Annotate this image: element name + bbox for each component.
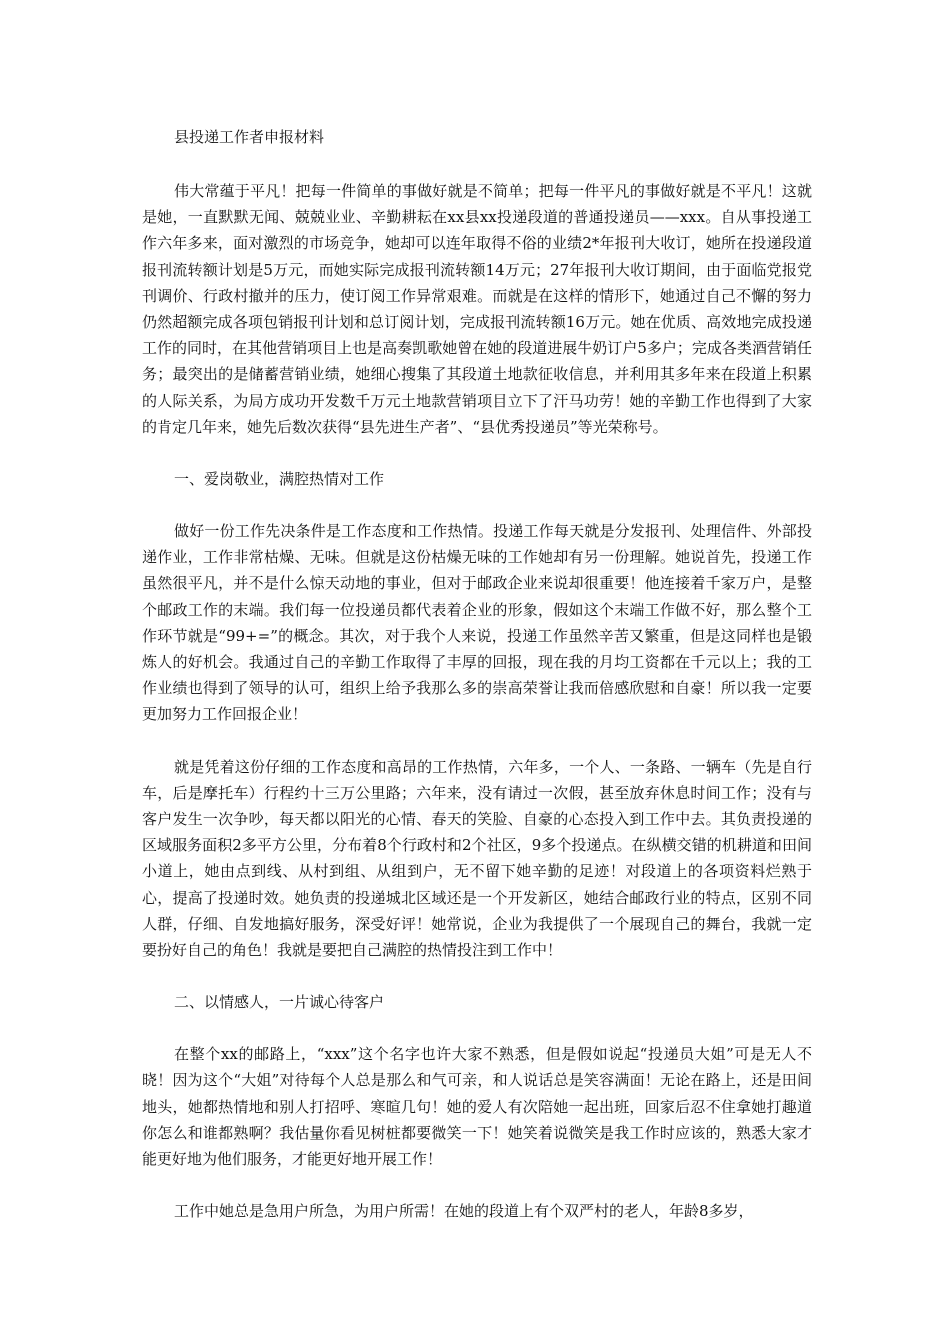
section-1-paragraph-2: 就是凭着这份仔细的工作态度和高昂的工作热情，六年多，一个人、一条路、一辆车（先是自行车，后是摩托车）行程约十三万公里路；六年来，没有请过一次假，甚至放弃休息时间工作；没有与客户发生一次争吵，每天都以阳光的心情、春天的笑脸、自豪的心态投入到工作中去。其负责投递的区域服务面积2多平方公里，分布着8个行政村和2个社区，9多个投递点。在纵横交错的机耕道和田间小道上，她由点到线、从村到组、从组到户，无不留下她辛勤的足迹！对段道上的各项资料烂熟于心，提高了投递时效。她负责的投递城北区域还是一个开发新区，她结合邮政行业的特点，区别不同人群，仔细、自发地搞好服务，深受好评！她常说，企业为我提供了一个展现自己的舞台，我就一定要扮好自己的角色！我就是要把自己满腔的热情投注到工作中！ — [142, 757, 812, 960]
section-heading-2: 二、以情感人，一片诚心待客户 — [174, 993, 385, 1012]
document-body — [142, 122, 812, 1251]
intro-paragraph: 伟大常蕴于平凡！把每一件简单的事做好就是不简单；把每一件平凡的事做好就是不平凡！这就是她，一直默默无闻、兢兢业业、辛勤耕耘在xx县xx投递段道的普通投递员——xxx。自从事投递工作六年多来，面对激烈的市场竞争，她却可以连年取得不俗的业绩2*年报刊大收订，她所在投递段道报刊流转额计划是5万元，而她实际完成报刊流转额14万元；27年报刊大收订期间，由于面临党报党刊调价、行政村撤并的压力，使订阅工作异常艰难。而就是在这样的情形下，她通过自己不懈的努力仍然超额完成各项包销报刊计划和总订阅计划，完成报刊流转额16万元。她在优质、高效地完成投递工作的同时，在其他营销项目上也是高奏凯歌她曾在她的段道进展牛奶订户5多户；完成各类酒营销任务；最突出的是储蓄营销业绩，她细心搜集了其段道土地款征收信息，并利用其多年来在段道上积累的人际关系，为局方成功开发数千万元土地款营销项目立下了汗马功劳！她的辛勤工作也得到了大家的肯定几年来，她先后数次获得“县先进生产者”、“县优秀投递员”等光荣称号。 — [142, 182, 812, 436]
section-heading-1: 一、爱岗敬业，满腔热情对工作 — [174, 470, 385, 489]
section-2-paragraph-2: 工作中她总是急用户所急，为用户所需！在她的段道上有个双严村的老人，年龄8多岁， — [174, 1202, 754, 1221]
document-title: 县投递工作者申报材料 — [174, 128, 325, 146]
section-1-paragraph-1: 做好一份工作先决条件是工作态度和工作热情。投递工作每天就是分发报刊、处理信件、外部投递作业，工作非常枯燥、无味。但就是这份枯燥无味的工作她却有另一份理解。她说首先，投递工作虽然很平凡，并不是什么惊天动地的事业，但对于邮政企业来说却很重要！他连接着千家万户，是整个邮政工作的末端。我们每一位投递员都代表着企业的形象，假如这个末端工作做不好，那么整个工作环节就是“99+=”的概念。其次，对于我个人来说，投递工作虽然辛苦又繁重，但是这同样也是锻炼人的好机会。我通过自己的辛勤工作取得了丰厚的回报，现在我的月均工资都在千元以上；我的工作业绩也得到了领导的认可，组织上给予我那么多的崇高荣誉让我而倍感欣慰和自豪！所以我一定要更加努力工作回报企业！ — [142, 522, 812, 724]
section-2-paragraph-1: 在整个xx的邮路上，“xxx”这个名字也许大家不熟悉，但是假如说起“投递员大姐”可是无人不晓！因为这个“大姐”对待每个人总是那么和气可亲，和人说话总是笑容满面！无论在路上，还是田间地头，她都热情地和别人打招呼、寒暄几句！她的爱人有次陪她一起出班，回家后忍不住拿她打趣道你怎么和谁都熟啊？我估量你看见树桩都要微笑一下！她笑着说微笑是我工作时应该的，熟悉大家才能更好地为他们服务，才能更好地开展工作！ — [142, 1045, 812, 1169]
